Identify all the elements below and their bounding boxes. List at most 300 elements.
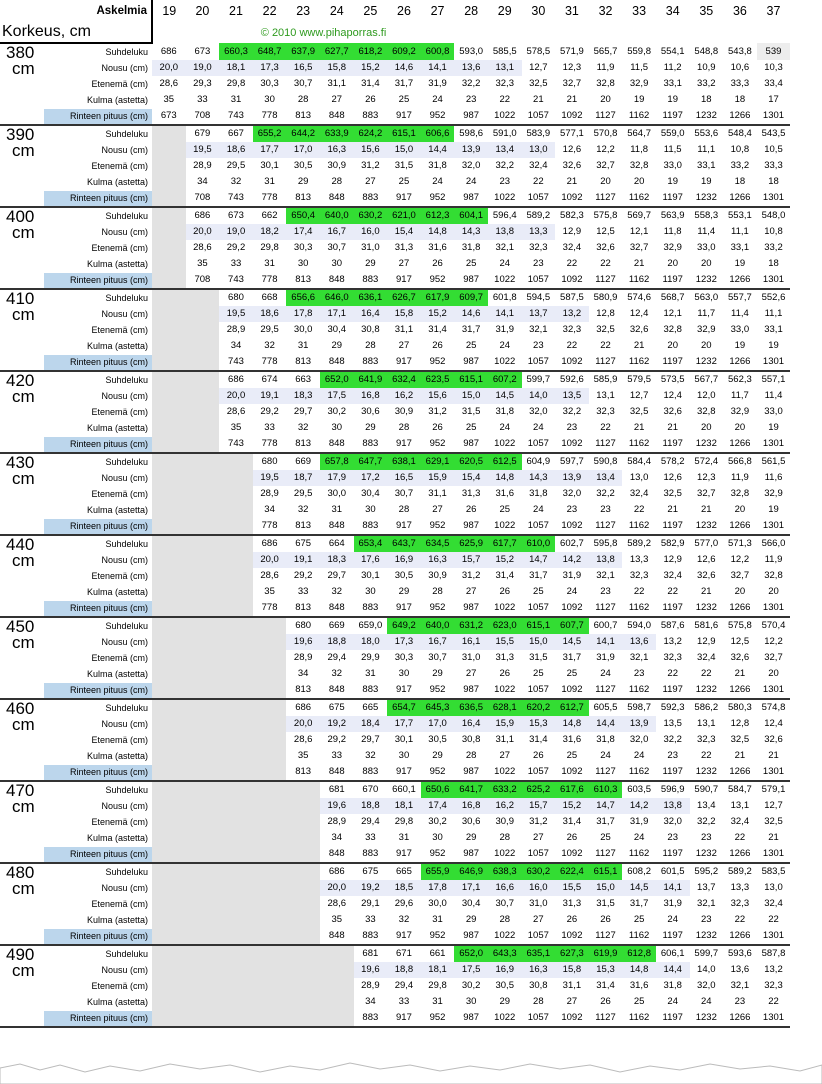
value-cell: 558,3: [694, 210, 719, 221]
value-cell: [186, 600, 220, 617]
value-cell: 32,5: [629, 406, 649, 417]
value-cell: [152, 863, 186, 880]
value-cell: 19,6: [320, 798, 354, 814]
value-cell: [152, 552, 186, 568]
value-cell: 33: [264, 422, 275, 433]
value-cell: 30: [432, 832, 443, 843]
value-cell: 24: [499, 422, 511, 433]
value-cell: 31: [230, 94, 242, 105]
value-cell: 612,8: [622, 945, 656, 962]
value-cell: [152, 371, 186, 388]
value-cell: 19: [734, 340, 746, 351]
value-cell: 1301: [757, 272, 791, 289]
value-cell: 23: [701, 832, 712, 843]
table-row: [0, 682, 790, 699]
value-cell: [152, 617, 186, 634]
value-cell: 1127: [589, 272, 623, 289]
value-cell: 30,9: [327, 160, 347, 171]
value-cell: 10,5: [764, 144, 783, 155]
value-cell: 19: [667, 94, 678, 105]
value-cell: 15,7: [522, 798, 556, 814]
value-cell: 25: [633, 996, 645, 1007]
value-cell: [253, 962, 287, 978]
value-cell: 643,3: [488, 945, 522, 962]
value-cell: 584,4: [627, 456, 651, 467]
row-label: [0, 190, 152, 207]
value-cell: [152, 781, 186, 798]
value-cell: 30: [297, 258, 309, 269]
value-cell: 778: [253, 190, 287, 207]
value-cell: 31,6: [562, 734, 582, 745]
value-cell: 1301: [757, 436, 791, 453]
value-cell: 582,3: [560, 210, 584, 221]
value-cell: [253, 846, 287, 863]
value-cell: 18,3: [286, 388, 320, 404]
value-cell: 23: [667, 832, 678, 843]
value-cell: [286, 863, 320, 880]
value-cell: 25: [465, 422, 477, 433]
step-count-header: 34: [665, 4, 680, 18]
value-cell: 17,1: [454, 880, 488, 896]
step-count-header: 36: [732, 4, 747, 18]
value-cell: 25: [398, 94, 410, 105]
step-count-header: 35: [699, 4, 714, 18]
value-cell: 1092: [555, 846, 589, 863]
value-cell: 18,8: [387, 962, 421, 978]
value-cell: [286, 830, 320, 846]
value-cell: 1057: [522, 846, 556, 863]
value-cell: [152, 240, 186, 256]
value-cell: 23: [600, 504, 611, 515]
value-cell: [219, 781, 253, 798]
value-cell: [219, 699, 253, 716]
table-row: [0, 535, 790, 552]
value-cell: 33: [297, 586, 309, 597]
value-cell: 952: [421, 600, 455, 617]
value-cell: 13,6: [622, 634, 656, 650]
value-cell: 14,3: [522, 470, 556, 486]
row-label: [0, 945, 152, 962]
value-cell: 646,9: [454, 863, 488, 880]
value-cell: 17,3: [253, 60, 287, 76]
value-cell: 1232: [690, 682, 724, 699]
value-cell: 23: [566, 504, 578, 515]
value-cell: 26: [432, 258, 443, 269]
value-cell: 25: [566, 750, 578, 761]
row-label: [0, 125, 152, 142]
value-cell: 30,6: [361, 406, 380, 417]
value-cell: 570,8: [593, 128, 618, 139]
value-cell: 19,5: [253, 470, 287, 486]
value-cell: [152, 634, 186, 650]
step-count-header: 21: [229, 4, 243, 18]
value-cell: 848: [320, 846, 354, 863]
value-cell: 609,7: [454, 289, 488, 306]
row-type-label: Rinteen pituus (cm): [44, 109, 152, 124]
value-cell: 587,5: [560, 292, 584, 303]
value-cell: 30,9: [428, 570, 447, 581]
value-cell: 16,4: [354, 306, 388, 322]
value-cell: 29: [365, 258, 376, 269]
value-cell: 32,0: [697, 980, 716, 991]
value-cell: 15,2: [354, 60, 388, 76]
value-cell: 22: [633, 504, 645, 515]
row-label: [0, 92, 152, 108]
value-cell: 13,0: [629, 472, 649, 483]
value-cell: 30,4: [361, 488, 380, 499]
value-cell: [253, 748, 287, 764]
value-cell: [219, 568, 253, 584]
value-cell: 566,0: [761, 538, 786, 549]
value-cell: 29,8: [260, 242, 279, 253]
value-cell: 686: [160, 45, 177, 57]
value-cell: [253, 880, 287, 896]
row-type-label: Nousu (cm): [101, 391, 148, 401]
value-cell: 15,5: [488, 634, 522, 650]
value-cell: 12,6: [663, 472, 682, 483]
value-cell: 675: [295, 538, 312, 549]
value-cell: 14,6: [454, 306, 488, 322]
value-cell: 19,5: [186, 142, 220, 158]
value-cell: 662: [261, 210, 278, 221]
value-cell: 883: [354, 928, 388, 945]
value-cell: 589,2: [728, 866, 752, 877]
value-cell: [286, 814, 320, 830]
step-count-header: 29: [497, 4, 512, 18]
row-label: [0, 682, 152, 699]
value-cell: 19: [768, 340, 779, 351]
value-cell: 743: [219, 108, 253, 125]
value-cell: [219, 978, 253, 994]
value-cell: 31,4: [495, 570, 514, 581]
value-cell: 30: [398, 750, 410, 761]
empty-cell: [522, 22, 556, 43]
value-cell: 30,5: [293, 160, 313, 171]
value-cell: 23: [633, 668, 645, 679]
value-cell: 1162: [622, 846, 656, 863]
value-cell: 615,1: [387, 125, 421, 142]
value-cell: 32,7: [764, 652, 783, 663]
value-cell: 32,2: [697, 816, 716, 827]
value-cell: 17,6: [354, 552, 388, 568]
value-cell: 28: [499, 914, 511, 925]
value-cell: 577,1: [560, 128, 584, 139]
value-cell: 917: [387, 846, 421, 863]
value-cell: 16,5: [387, 470, 421, 486]
value-cell: 1266: [723, 682, 757, 699]
value-cell: 1301: [757, 1010, 791, 1027]
value-cell: [286, 945, 320, 962]
value-cell: 26: [432, 340, 443, 351]
table-row: [0, 404, 790, 420]
value-cell: 31,2: [529, 816, 548, 827]
value-cell: 33,0: [730, 324, 750, 335]
value-cell: 25: [600, 832, 611, 843]
value-cell: 29,2: [226, 242, 246, 253]
value-cell: 31,4: [428, 324, 447, 335]
row-label: [0, 289, 152, 306]
row-type-label: Nousu (cm): [101, 883, 148, 893]
value-cell: 14,0: [697, 964, 716, 975]
value-cell: 848: [320, 518, 354, 535]
value-cell: 14,1: [421, 60, 455, 76]
height-label: 420: [6, 371, 35, 388]
table-row: [0, 354, 790, 371]
value-cell: 1022: [488, 518, 522, 535]
value-cell: 612,7: [555, 699, 589, 716]
value-cell: 743: [219, 272, 253, 289]
value-cell: 32,5: [764, 816, 783, 827]
value-cell: 554,1: [660, 45, 685, 57]
value-cell: 567,7: [694, 374, 719, 385]
value-cell: 1266: [723, 354, 757, 371]
value-cell: 30,1: [394, 734, 414, 745]
value-cell: 25: [499, 504, 511, 515]
value-cell: 11,6: [764, 472, 783, 483]
step-count-header: 31: [564, 4, 579, 18]
value-cell: 598,6: [459, 128, 484, 139]
value-cell: [186, 682, 220, 699]
value-cell: 28,9: [327, 816, 347, 827]
value-cell: 26: [499, 668, 511, 679]
value-cell: 14,1: [488, 306, 522, 322]
value-cell: 813: [286, 190, 320, 207]
value-cell: 13,8: [656, 798, 690, 814]
table-row: [0, 1010, 790, 1027]
value-cell: [253, 978, 287, 994]
value-cell: 31,3: [461, 488, 481, 499]
value-cell: 596,9: [660, 784, 685, 795]
value-cell: 778: [253, 108, 287, 125]
table-row: [0, 945, 790, 962]
value-cell: 952: [421, 108, 455, 125]
value-cell: 35: [297, 750, 309, 761]
value-cell: 31,9: [562, 570, 582, 581]
value-cell: 23: [465, 94, 477, 105]
table-row: [0, 699, 790, 716]
value-cell: 1162: [622, 928, 656, 945]
table-row: [0, 978, 790, 994]
table-row: [0, 470, 790, 486]
value-cell: 31,0: [361, 242, 380, 253]
value-cell: 553,1: [728, 210, 752, 221]
value-cell: 1232: [690, 190, 724, 207]
value-cell: 987: [454, 928, 488, 945]
value-cell: 608,2: [627, 866, 651, 877]
value-cell: 31,8: [663, 980, 682, 991]
value-cell: 13,2: [663, 636, 682, 647]
value-cell: 1057: [522, 108, 556, 125]
value-cell: 20: [701, 422, 712, 433]
value-cell: [219, 880, 253, 896]
row-label: [0, 371, 152, 388]
value-cell: 12,2: [730, 554, 750, 565]
value-cell: 578,5: [526, 45, 551, 57]
value-cell: 11,4: [764, 390, 783, 401]
value-cell: [219, 535, 253, 552]
value-cell: 33: [230, 258, 242, 269]
value-cell: 1266: [723, 1010, 757, 1027]
value-cell: 559,8: [627, 45, 651, 57]
value-cell: 653,4: [354, 535, 388, 552]
value-cell: 27: [499, 750, 511, 761]
value-cell: 28: [533, 996, 544, 1007]
value-cell: 22: [566, 258, 578, 269]
row-type-label: Kulma (astetta): [86, 997, 148, 1007]
value-cell: 883: [354, 518, 388, 535]
value-cell: 1057: [522, 436, 556, 453]
value-cell: [286, 928, 320, 945]
value-cell: 743: [219, 436, 253, 453]
value-cell: 24: [465, 176, 477, 187]
value-cell: 26: [432, 422, 443, 433]
value-cell: 1266: [723, 518, 757, 535]
value-cell: 1162: [622, 108, 656, 125]
empty-cell: [152, 22, 186, 43]
table-row: [0, 43, 790, 60]
value-cell: 31,3: [394, 242, 414, 253]
value-cell: 21: [667, 422, 678, 433]
value-cell: 30,7: [394, 488, 414, 499]
value-cell: 29: [499, 996, 511, 1007]
value-cell: 592,3: [660, 702, 685, 713]
value-cell: [152, 502, 186, 518]
value-cell: 633,9: [320, 125, 354, 142]
table-row: [0, 863, 790, 880]
value-cell: 620,2: [522, 699, 556, 716]
value-cell: 14,8: [421, 224, 455, 240]
value-cell: 32,6: [697, 570, 716, 581]
value-cell: 13,8: [488, 224, 522, 240]
value-cell: 615,1: [522, 617, 556, 634]
value-cell: 11,9: [764, 554, 783, 565]
value-cell: 673: [152, 108, 186, 125]
value-cell: 883: [354, 682, 388, 699]
row-label: [0, 420, 152, 436]
row-type-label: Suhdeluku: [105, 949, 148, 959]
row-type-label: Nousu (cm): [101, 227, 148, 237]
value-cell: 13,0: [522, 142, 556, 158]
row-label: [0, 552, 152, 568]
value-cell: [186, 798, 220, 814]
value-cell: 29,5: [293, 488, 313, 499]
value-cell: [186, 716, 220, 732]
value-cell: 20: [667, 340, 678, 351]
table-row: [0, 584, 790, 600]
value-cell: 12,0: [697, 390, 716, 401]
value-cell: 24: [432, 94, 443, 105]
table-row: [0, 617, 790, 634]
value-cell: 20: [633, 176, 645, 187]
value-cell: 1232: [690, 108, 724, 125]
value-cell: 1057: [522, 764, 556, 781]
value-cell: 15,0: [589, 880, 623, 896]
value-cell: [186, 371, 220, 388]
value-cell: 19,5: [219, 306, 253, 322]
value-cell: 27: [566, 996, 578, 1007]
value-cell: 32,8: [764, 570, 783, 581]
step-count-header: 33: [632, 4, 647, 18]
value-cell: 848: [320, 354, 354, 371]
value-cell: 33,2: [697, 78, 716, 89]
value-cell: 20: [734, 422, 746, 433]
value-cell: 32,2: [663, 734, 682, 745]
value-cell: 917: [387, 682, 421, 699]
value-cell: 1127: [589, 846, 623, 863]
value-cell: 33: [398, 996, 410, 1007]
value-cell: 22: [499, 94, 511, 105]
value-cell: 680: [261, 456, 278, 467]
value-cell: 31,8: [495, 406, 514, 417]
value-cell: 30,9: [495, 816, 514, 827]
value-cell: 25: [633, 914, 645, 925]
row-type-label: Rinteen pituus (cm): [44, 683, 152, 698]
value-cell: 28: [398, 422, 410, 433]
value-cell: 630,2: [354, 207, 388, 224]
table-row: [0, 650, 790, 666]
value-cell: 34: [331, 832, 343, 843]
value-cell: [152, 190, 186, 207]
step-count-header: 32: [598, 4, 613, 18]
value-cell: 1092: [555, 190, 589, 207]
row-type-label: Etenemä (cm): [91, 571, 148, 581]
value-cell: 24: [499, 340, 511, 351]
value-cell: 587,8: [761, 948, 786, 959]
value-cell: 604,1: [454, 207, 488, 224]
value-cell: 13,4: [488, 142, 522, 158]
value-cell: 32,1: [529, 324, 548, 335]
value-cell: 30,2: [327, 406, 347, 417]
value-cell: 31: [297, 340, 309, 351]
value-cell: 1197: [656, 108, 690, 125]
value-cell: 14,2: [622, 798, 656, 814]
value-cell: 585,5: [492, 45, 517, 57]
value-cell: 34: [230, 340, 242, 351]
row-type-label: Etenemä (cm): [91, 79, 148, 89]
value-cell: 30,4: [461, 898, 481, 909]
value-cell: [253, 732, 287, 748]
row-type-label: Kulma (astetta): [86, 669, 148, 679]
height-label: 480: [6, 863, 35, 880]
value-cell: 680: [228, 292, 244, 303]
value-cell: 20: [600, 94, 611, 105]
value-cell: 708: [186, 108, 220, 125]
row-label: [0, 535, 152, 552]
value-cell: 552,6: [761, 292, 786, 303]
value-cell: 13,1: [730, 800, 750, 811]
value-cell: 16,3: [421, 552, 455, 568]
row-label: [0, 174, 152, 190]
value-cell: 626,7: [387, 289, 421, 306]
value-cell: 1197: [656, 682, 690, 699]
value-cell: 917: [387, 600, 421, 617]
value-cell: 19: [768, 504, 779, 515]
value-cell: [186, 453, 220, 470]
value-cell: 652,0: [320, 371, 354, 388]
value-cell: 1127: [589, 518, 623, 535]
value-cell: [152, 518, 186, 535]
value-cell: 612,5: [488, 453, 522, 470]
value-cell: 559,0: [660, 128, 685, 139]
value-cell: 607,2: [488, 371, 522, 388]
value-cell: 32,0: [529, 406, 548, 417]
value-cell: [186, 896, 220, 912]
value-cell: 605,5: [593, 702, 618, 713]
value-cell: 30: [398, 668, 410, 679]
value-cell: 28: [365, 340, 376, 351]
table-row: [0, 322, 790, 338]
korkeus-label: Korkeus, cm: [0, 22, 152, 43]
